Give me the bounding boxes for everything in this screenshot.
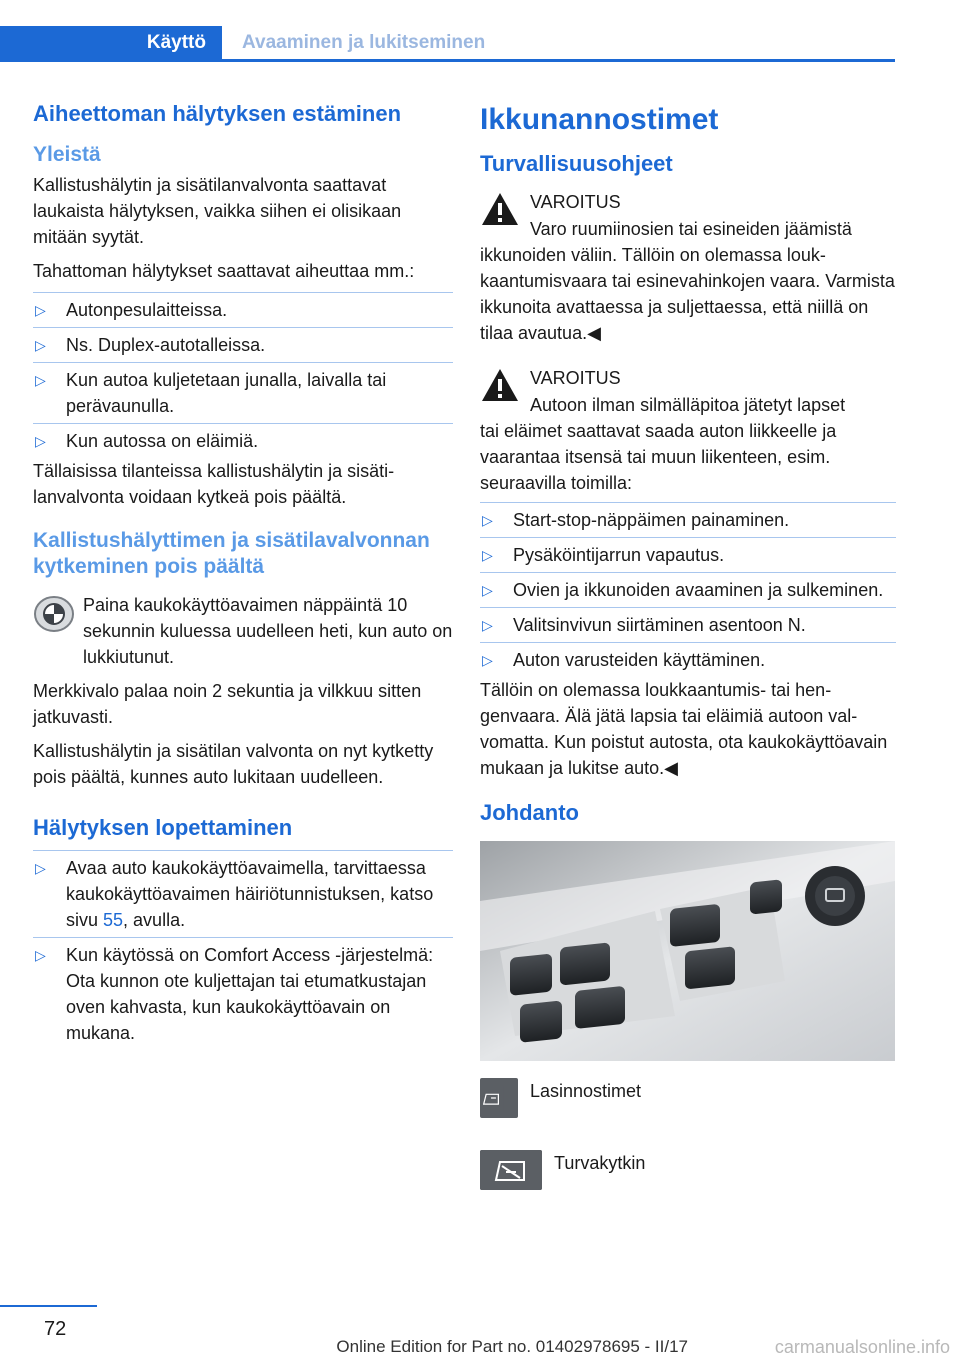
window-lift-symbol-icon — [480, 1078, 518, 1118]
triangle-bullet-icon: ▷ — [482, 617, 493, 633]
heading-johdanto: Johdanto — [480, 800, 579, 825]
paragraph: Paina kaukokäyttöavaimen näppäintä 10 sekunnin kuluessa uudelleen heti, kun auto on lukkiutunut. — [83, 595, 453, 667]
footer-divider — [0, 1305, 97, 1307]
bullet-list — [33, 850, 453, 1050]
paragraph: Kallistushälytin ja sisätilan valvonta on nyt kytketty pois päältä, kunnes auto lukitaan uudelleen. — [33, 741, 434, 787]
list-item: ▷ Pysäköintijarrun vapautus. — [480, 538, 896, 573]
paragraph: Tällöin on olemassa loukkaantumis- tai hengenvaara. Älä jätä lapsia tai eläimiä autoon valvomatta. Kun poistut autosta, ota kaukokäyttöavain mukaan ja lukitse auto.◀ — [480, 680, 888, 778]
list-item: ▷ Kun käytössä on Comfort Access -järjestelmä: Ota kunnon ote kuljettajan tai etumatkustajan oven kahvasta, kun kaukokäyttöavain on mukana. — [33, 938, 453, 1050]
bullet-list — [480, 502, 896, 677]
key-fob-button-icon — [33, 592, 75, 634]
left-column — [33, 100, 453, 1050]
legend-row-safety-switch — [480, 1150, 896, 1210]
section-tab-active[interactable]: Käyttö — [0, 26, 222, 59]
warning-block — [480, 364, 896, 781]
edition-text: Online Edition for Part no. 01402978695 - II/17 — [336, 1337, 688, 1356]
section-title-window-lifts: Ikkunannostimet — [480, 103, 719, 136]
triangle-bullet-icon: ▷ — [35, 860, 46, 876]
legend-label: Turvakytkin — [554, 1153, 646, 1173]
triangle-bullet-icon: ▷ — [482, 512, 493, 528]
triangle-bullet-icon: ▷ — [35, 302, 46, 318]
bullet-list — [33, 292, 453, 458]
list-item: ▷ Valitsinvivun siirtäminen asentoon N. — [480, 608, 896, 643]
triangle-bullet-icon: ▷ — [482, 652, 493, 668]
legend-row-window-lifts — [480, 1078, 896, 1138]
triangle-bullet-icon: ▷ — [482, 547, 493, 563]
list-item: ▷ Ns. Duplex-autotalleissa. — [33, 328, 453, 363]
list-item: ▷ Kun autossa on eläimiä. — [33, 424, 453, 458]
watermark: carmanualsonline.info — [774, 1337, 950, 1357]
warning-title: VAROITUS — [530, 368, 621, 388]
heading-stop-alarm: Hälytyksen lopettaminen — [33, 815, 293, 840]
list-item: ▷ Avaa auto kaukokäyttöavaimella, tarvittaessa kaukokäyttöavaimen häiriötunnistuksen, katso sivu 55, avulla. — [33, 850, 453, 938]
list-item: ▷ Autonpesulaitteissa. — [33, 292, 453, 328]
right-column — [480, 100, 896, 1210]
list-item: ▷ Auton varusteiden käyttäminen. — [480, 643, 896, 677]
warning-block — [480, 188, 896, 346]
header-divider — [0, 59, 895, 62]
paragraph: Kallistushälytin ja sisätilanvalvonta saattavat laukaista hälytyksen, vaikka siihen ei olisikaan mitään syytät. — [33, 175, 402, 247]
triangle-bullet-icon: ▷ — [35, 337, 46, 353]
page-link[interactable]: 55 — [103, 910, 124, 930]
paragraph: Merkkivalo palaa noin 2 sekuntia ja vilkkuu sitten jatkuvasti. — [33, 681, 422, 727]
list-item: ▷ Start-stop-näppäimen painaminen. — [480, 502, 896, 538]
warning-icon — [480, 366, 520, 404]
heading-yleista: Yleistä — [33, 143, 101, 166]
warning-text: ikkunoiden väliin. Tällöin on olemassa loukkaantumisvaara tai esinevahinkojen vaara. Varmista ikkunoita avattaessa ja suljettaessa, että niillä on tilaa avautua.◀ — [480, 245, 895, 343]
legend-label: Lasinnostimet — [530, 1081, 642, 1101]
triangle-bullet-icon: ▷ — [35, 433, 46, 449]
warning-text: Autoon ilman silmälläpitoa jätetyt lapset — [530, 395, 846, 415]
list-item: ▷ Kun autoa kuljetetaan junalla, laivalla tai perävaunulla. — [33, 363, 453, 424]
paragraph: Tällaisissa tilanteissa kallistushälytin ja sisätilanvalvonta voidaan kytkeä pois päältä. — [33, 461, 395, 507]
warning-text: Varo ruumiinosien tai esineiden jäämistä — [530, 219, 852, 239]
safety-switch-symbol-icon — [480, 1150, 542, 1190]
triangle-bullet-icon: ▷ — [35, 372, 46, 388]
triangle-bullet-icon: ▷ — [35, 947, 46, 963]
section-title-alarm-prevention: Aiheettoman hälytyksen estäminen — [33, 101, 402, 126]
window-switch-photo — [480, 841, 895, 1061]
warning-title: VAROITUS — [530, 192, 621, 212]
list-item: ▷ Ovien ja ikkunoiden avaaminen ja sulkeminen. — [480, 573, 896, 608]
paragraph: Tahattoman hälytykset saattavat aiheuttaa mm.: — [33, 261, 415, 281]
page-number: 72 — [44, 1318, 67, 1340]
heading-disable-alarm: Kallistushälyttimen ja sisätilavalvonnan kytkeminen pois päältä — [33, 529, 430, 578]
warning-text: tai eläimet saattavat saada auton liikkeelle ja vaarantaa itsensä tai muun liikenteen, esim. seuraavilla toimilla: — [480, 421, 837, 493]
warning-icon — [480, 190, 520, 228]
key-fob-instruction — [33, 592, 453, 670]
page-header — [0, 0, 895, 62]
heading-safety: Turvallisuusohjeet — [480, 151, 673, 176]
triangle-bullet-icon: ▷ — [482, 582, 493, 598]
section-tab-subsection[interactable]: Avaaminen ja lukitseminen — [242, 31, 486, 53]
